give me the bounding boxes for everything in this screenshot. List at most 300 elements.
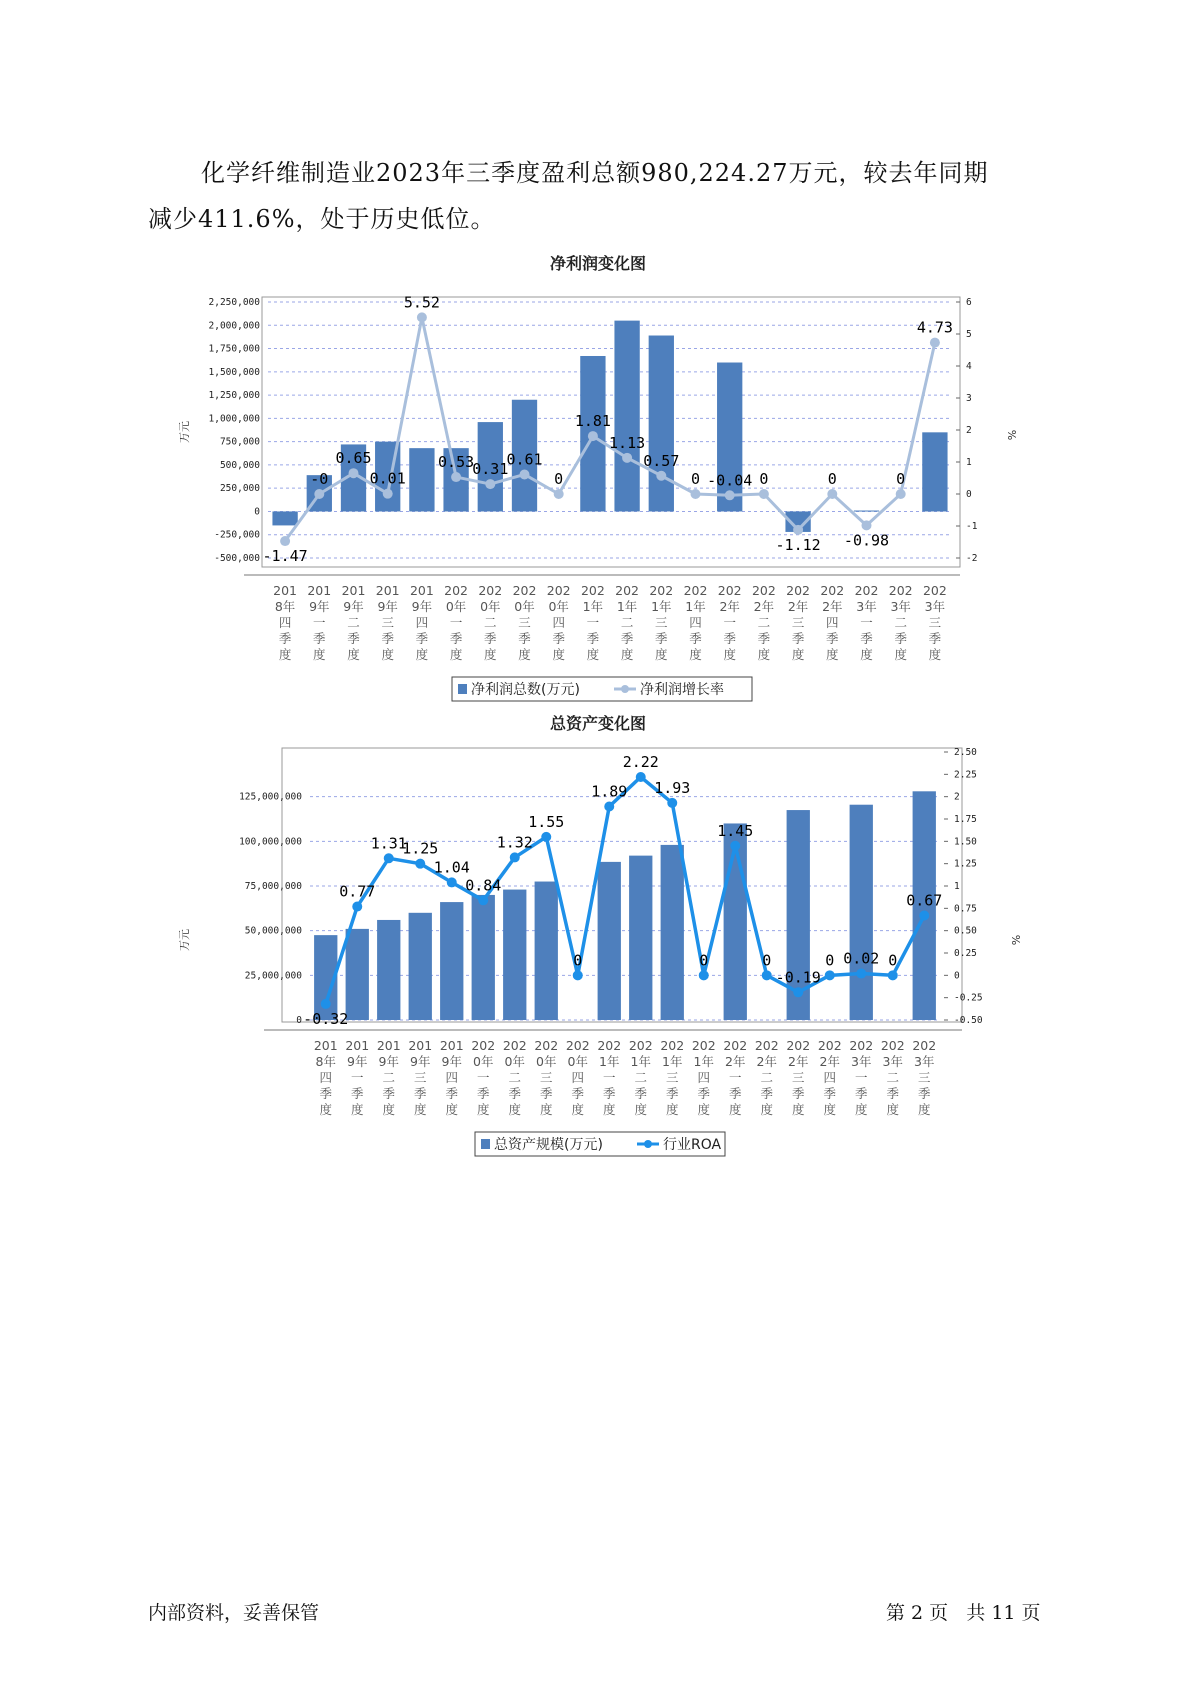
x-tick-label-part: 202	[751, 583, 776, 598]
x-tick-label-part: 度	[484, 647, 497, 662]
x-tick-label-part: 3年	[890, 599, 911, 614]
x-tick-label	[660, 1038, 684, 1117]
body-paragraph	[148, 150, 1048, 242]
data-label: -0.04	[707, 471, 753, 490]
x-tick-label-part: 度	[552, 647, 565, 662]
x-tick-label-part: 一	[602, 1070, 616, 1085]
x-tick-label-part: 季	[634, 1086, 648, 1101]
x-tick-label-part: 202	[854, 583, 879, 598]
data-label: 0	[573, 951, 583, 970]
x-tick-label-part: 季	[757, 631, 771, 646]
x-tick-label-part: 2年	[756, 1054, 777, 1069]
x-tick-label-part: 季	[791, 631, 805, 646]
y2-tick-label: 0.25	[954, 948, 977, 959]
x-tick-label	[513, 583, 537, 662]
x-tick-label-part: 度	[791, 647, 805, 662]
data-point	[447, 877, 457, 887]
legend-line-label: 行业ROA	[663, 1137, 722, 1153]
data-label: 0	[896, 470, 906, 488]
x-tick-label-part: 202	[880, 1038, 905, 1053]
data-label: 0	[827, 470, 837, 488]
y2-tick-label: 2	[966, 425, 972, 436]
data-label: 0.57	[643, 451, 680, 470]
x-tick-label-part: 度	[586, 647, 600, 662]
data-label: 0.31	[472, 460, 509, 479]
x-tick-label-part: 201	[409, 583, 434, 598]
x-tick-label-part: 季	[886, 1086, 900, 1101]
x-tick-label-part: 三	[791, 1070, 805, 1085]
y2-tick-label: 0	[966, 489, 972, 500]
x-tick-label	[912, 1038, 936, 1117]
x-tick-label-part: 度	[445, 1102, 459, 1117]
x-tick-label-part: 一	[350, 1070, 364, 1085]
x-tick-label	[478, 583, 502, 662]
x-tick-label-part: 季	[539, 1086, 553, 1101]
bar	[503, 890, 526, 1020]
y2-tick-label: -0.50	[954, 1015, 983, 1026]
x-tick-label	[307, 583, 331, 662]
legend-line-label: 净利润增长率	[640, 682, 724, 698]
data-point	[588, 431, 598, 441]
y-tick-label: 1,000,000	[208, 413, 260, 425]
x-tick-label-part: 季	[313, 631, 326, 646]
chart-title: 总资产变化图	[549, 714, 647, 733]
x-tick-label-part: 一	[586, 615, 600, 630]
y-tick-label: 250,000	[219, 483, 260, 495]
x-tick-label-part: 二	[760, 1070, 774, 1085]
data-label: 1.89	[591, 782, 628, 801]
y-tick-label: 125,000,000	[239, 791, 302, 803]
x-tick-label-part: 202	[580, 583, 605, 598]
x-tick-label	[881, 1038, 905, 1117]
x-tick-label-part: 一	[449, 615, 463, 630]
x-tick-label-part: 9年	[309, 599, 330, 614]
data-point	[636, 772, 646, 782]
data-label: 1.45	[717, 821, 754, 840]
x-tick-label-part: 度	[620, 647, 634, 662]
x-tick-label-part: 1年	[599, 1054, 620, 1069]
x-tick-label-part: 202	[512, 583, 537, 598]
x-tick-label-part: 0年	[473, 1054, 494, 1069]
data-label: 4.73	[916, 318, 953, 337]
x-tick-label-part: 9年	[410, 1054, 431, 1069]
x-tick-label-part: 季	[655, 631, 668, 646]
x-tick-label-part: 季	[620, 631, 634, 646]
data-point	[725, 490, 735, 500]
x-tick-label-part: 二	[508, 1070, 522, 1085]
x-tick-label-part: 季	[823, 1086, 837, 1101]
x-tick-label	[855, 583, 879, 662]
data-point	[699, 970, 709, 980]
x-tick-label-part: 一	[723, 615, 736, 630]
data-label: 0	[554, 470, 564, 488]
x-tick-label-part: 四	[697, 1070, 711, 1085]
bar	[409, 913, 432, 1020]
x-tick-label	[786, 1038, 810, 1117]
x-tick-label-part: 202	[820, 583, 845, 598]
x-tick-label-part: 三	[655, 615, 668, 630]
x-tick-label-part: 二	[886, 1070, 900, 1085]
x-tick-label-part: 季	[854, 1086, 868, 1101]
data-point	[417, 312, 427, 322]
x-tick-label-part: 季	[382, 1086, 396, 1101]
x-tick-label-part: 季	[484, 631, 497, 646]
x-tick-label-part: 202	[717, 583, 742, 598]
x-tick-label-part: 季	[518, 631, 531, 646]
y-tick-label: 0	[254, 506, 260, 518]
x-tick-label-part: 0年	[445, 599, 467, 614]
x-tick-label-part: 0年	[480, 599, 501, 614]
x-tick-label-part: 季	[723, 631, 736, 646]
x-tick-label-part: 度	[539, 1102, 553, 1117]
y-tick-label: 2,000,000	[208, 320, 260, 332]
data-point	[856, 969, 866, 979]
x-tick-label-part: 一	[860, 615, 873, 630]
x-tick-label	[718, 583, 742, 662]
x-tick-label-part: 202	[546, 583, 571, 598]
bar	[850, 805, 873, 1020]
x-tick-label-part: 季	[415, 631, 429, 646]
legend-bar-label: 净利润总数(万元)	[471, 682, 580, 698]
data-point	[622, 453, 632, 463]
x-tick-label-part: 一	[476, 1070, 490, 1085]
data-point	[827, 489, 837, 499]
y2-tick-label: 3	[966, 393, 972, 404]
data-point	[862, 520, 872, 530]
y-tick-label: 50,000,000	[244, 925, 302, 937]
x-tick-label-part: 度	[602, 1102, 616, 1117]
x-tick-label-part: 二	[634, 1070, 648, 1085]
x-tick-label-part: 度	[757, 647, 771, 662]
x-tick-label-part: 8年	[274, 599, 296, 614]
x-tick-label	[566, 1038, 590, 1117]
y2-tick-label: 1	[954, 881, 960, 892]
x-tick-label-part: 度	[350, 1102, 364, 1117]
y2-axis-label: %	[1009, 934, 1022, 946]
data-label: -1.12	[775, 535, 821, 554]
x-tick-label-part: 2年	[725, 1054, 746, 1069]
x-tick-label-part: 202	[471, 1038, 496, 1053]
x-tick-label-part: 度	[571, 1102, 585, 1117]
x-tick-label	[849, 1038, 873, 1117]
x-tick-label	[629, 1038, 653, 1117]
y-tick-label: 2,250,000	[208, 297, 260, 308]
x-tick-label	[377, 1038, 401, 1117]
x-tick-label-part: 202	[660, 1038, 685, 1053]
x-tick-label-part: 四	[445, 1070, 459, 1085]
x-tick-label-part: 一	[313, 615, 326, 630]
y2-tick-label: 0	[954, 970, 960, 982]
x-tick-label-part: 202	[649, 583, 674, 598]
x-tick-label-part: 季	[697, 1086, 711, 1101]
x-tick-label-part: 度	[634, 1102, 648, 1117]
data-point	[349, 468, 359, 478]
x-tick-label-part: 季	[413, 1086, 427, 1101]
x-tick-label-part: 0年	[548, 599, 569, 614]
bar	[614, 321, 639, 512]
data-label: 1.32	[496, 833, 533, 852]
x-tick-label-part: 季	[760, 1086, 774, 1101]
y2-tick-label: 0.50	[954, 925, 977, 937]
y2-tick-label: 5	[966, 329, 972, 340]
data-point	[667, 798, 677, 808]
data-point	[485, 479, 495, 489]
x-tick-label-part: 度	[655, 647, 668, 662]
x-tick-label-part: 202	[565, 1038, 590, 1053]
x-tick-label-part: 202	[502, 1038, 527, 1053]
x-tick-label	[410, 583, 434, 662]
x-tick-label-part: 2年	[787, 599, 809, 614]
x-tick-label-part: 202	[922, 583, 947, 598]
data-label: 1.31	[370, 834, 407, 853]
x-tick-label-part: 季	[728, 1086, 742, 1101]
x-tick-label-part: 季	[826, 631, 839, 646]
data-label: 0	[762, 951, 772, 970]
x-tick-label-part: 201	[313, 1038, 338, 1053]
x-tick-label	[818, 1038, 842, 1117]
data-point	[478, 895, 488, 905]
bar	[854, 511, 879, 512]
x-tick-label-part: 度	[826, 647, 839, 662]
data-label: 1.55	[528, 812, 565, 831]
data-point	[314, 489, 324, 499]
x-tick-label	[444, 583, 468, 662]
x-tick-label-part: 二	[620, 615, 634, 630]
data-label: -1.47	[262, 547, 308, 566]
x-tick-label	[615, 583, 639, 662]
bar	[661, 845, 684, 1020]
total-assets-chart-svg	[0, 700, 1191, 1153]
x-tick-label-part: 201	[375, 583, 400, 598]
legend-bar-label: 总资产规模(万元)	[494, 1137, 603, 1153]
x-tick-label-part: 度	[449, 647, 463, 662]
data-label: 0	[699, 951, 709, 970]
x-tick-label-part: 季	[508, 1086, 522, 1101]
y-axis-label: 万元	[178, 929, 191, 951]
x-tick-label-part: 9年	[377, 599, 398, 614]
data-label: 2.22	[622, 753, 659, 772]
x-tick-label	[820, 583, 844, 662]
x-tick-label-part: 202	[888, 583, 913, 598]
x-tick-label-part: 1年	[662, 1054, 683, 1069]
x-tick-label	[752, 583, 776, 662]
data-label: 5.52	[403, 293, 440, 312]
x-tick-label-part: 度	[518, 647, 531, 662]
x-tick-label	[889, 583, 913, 662]
x-tick-label	[342, 583, 366, 662]
y2-tick-label: 1	[966, 457, 972, 468]
data-label: 0	[690, 470, 701, 488]
data-point	[321, 999, 331, 1009]
x-tick-label-part: 季	[860, 631, 873, 646]
bar	[535, 882, 558, 1020]
bar	[649, 336, 674, 512]
x-tick-label-part: 四	[415, 615, 429, 630]
data-point	[573, 970, 583, 980]
data-label: -0.32	[303, 1009, 349, 1028]
x-tick-label-part: 1年	[582, 599, 604, 614]
x-tick-label-part: 季	[350, 1086, 364, 1101]
y2-tick-label: 1.75	[954, 814, 977, 825]
x-tick-label-part: 202	[786, 583, 811, 598]
y-tick-label: -500,000	[214, 553, 260, 564]
x-tick-label-part: 度	[665, 1102, 679, 1117]
x-tick-label	[581, 583, 605, 662]
x-tick-label-part: 201	[273, 583, 298, 598]
x-tick-label-part: 202	[817, 1038, 842, 1053]
net-profit-chart-svg	[0, 240, 1191, 698]
x-tick-label-part: 三	[928, 615, 942, 630]
x-tick-label-part: 一	[728, 1070, 742, 1085]
x-tick-label-part: 度	[854, 1102, 868, 1117]
y2-tick-label: 1.25	[954, 858, 977, 870]
x-tick-label-part: 202	[683, 583, 708, 598]
data-point	[415, 859, 425, 869]
plot-frame	[262, 297, 960, 567]
legend-bar-swatch	[458, 684, 467, 694]
x-tick-label-part: 三	[917, 1070, 931, 1085]
paragraph-line-1: 化学纤维制造业2023年三季度盈利总额980,224.27万元，较去年同期	[201, 159, 989, 187]
data-point	[656, 471, 666, 481]
x-tick-label-part: 四	[552, 615, 565, 630]
x-tick-label-part: 9年	[411, 599, 433, 614]
x-tick-label-part: 1年	[693, 1054, 714, 1069]
x-tick-label-part: 度	[697, 1102, 711, 1117]
x-tick-label-part: 季	[347, 631, 360, 646]
x-tick-label-part: 202	[754, 1038, 779, 1053]
x-tick-label-part: 三	[665, 1070, 679, 1085]
data-point	[930, 338, 940, 348]
x-tick-label-part: 0年	[536, 1054, 557, 1069]
data-label: -0.19	[775, 968, 821, 987]
data-point	[384, 853, 394, 863]
x-tick-label-part: 四	[571, 1070, 585, 1085]
y2-tick-label: 2.25	[954, 769, 977, 781]
x-tick-label-part: 202	[691, 1038, 716, 1053]
y2-tick-label: 2	[954, 791, 960, 803]
x-tick-label-part: 季	[689, 631, 702, 646]
data-label: 1.25	[402, 839, 439, 858]
data-point	[352, 902, 362, 912]
y2-tick-label: 6	[966, 297, 972, 308]
x-tick-label-part: 二	[894, 615, 907, 630]
y2-tick-label: 1.50	[954, 836, 977, 848]
x-tick-label-part: 202	[615, 583, 640, 598]
x-tick-label	[923, 583, 947, 662]
x-tick-label-part: 2年	[819, 1054, 840, 1069]
data-point	[759, 489, 769, 499]
y-tick-label: 750,000	[219, 436, 260, 448]
x-tick-label-part: 2年	[788, 1054, 809, 1069]
data-point	[510, 852, 520, 862]
x-tick-label-part: 1年	[616, 599, 638, 614]
x-tick-label-part: 2年	[822, 599, 843, 614]
data-label: 0.01	[369, 469, 406, 488]
data-label: 0	[888, 951, 898, 970]
y-tick-label: 100,000,000	[239, 836, 302, 848]
x-tick-label-part: 季	[586, 631, 600, 646]
x-tick-label-part: 四	[278, 615, 292, 630]
x-tick-label	[755, 1038, 779, 1117]
x-tick-label-part: 度	[791, 1102, 805, 1117]
x-tick-label-part: 季	[791, 1086, 805, 1101]
x-tick-label-part: 3年	[882, 1054, 903, 1069]
x-tick-label	[440, 1038, 464, 1117]
x-tick-label-part: 一	[854, 1070, 868, 1085]
footer-page-number: 第 2 页 共 11 页	[886, 1602, 1041, 1624]
x-tick-label	[692, 1038, 716, 1117]
x-tick-label	[723, 1038, 747, 1117]
x-tick-label	[314, 1038, 338, 1117]
x-tick-label-part: 度	[823, 1102, 837, 1117]
bar	[598, 862, 621, 1020]
data-label: 0.84	[465, 876, 502, 895]
data-label: 1.81	[574, 412, 611, 431]
data-label: 0	[759, 470, 769, 488]
x-tick-label-part: 201	[376, 1038, 401, 1053]
data-point	[691, 489, 701, 499]
x-tick-label-part: 202	[849, 1038, 874, 1053]
data-label: 1.04	[433, 858, 470, 877]
data-label: -0.98	[843, 531, 890, 550]
data-label: 0.02	[843, 949, 880, 968]
x-tick-label-part: 度	[413, 1102, 427, 1117]
y2-tick-label: -2	[966, 553, 978, 564]
x-tick-label-part: 3年	[856, 599, 877, 614]
x-tick-label-part: 季	[449, 631, 463, 646]
x-tick-label	[503, 1038, 527, 1117]
y2-tick-label: -1	[966, 521, 978, 532]
x-tick-label-part: 度	[476, 1102, 490, 1117]
x-tick-label-part: 2年	[719, 599, 740, 614]
data-point	[280, 536, 290, 546]
x-tick-label	[408, 1038, 432, 1117]
y-tick-label: 25,000,000	[244, 970, 302, 982]
data-label: 0	[825, 951, 835, 970]
x-tick-label	[547, 583, 571, 662]
x-tick-label-part: 季	[917, 1086, 931, 1101]
x-tick-label-part: 度	[278, 647, 292, 662]
data-label: -0	[310, 470, 329, 488]
x-tick-label-part: 度	[347, 647, 360, 662]
y-tick-label: -250,000	[214, 529, 260, 541]
x-tick-label-part: 度	[415, 647, 429, 662]
x-tick-label-part: 度	[381, 647, 394, 662]
bar	[922, 432, 947, 511]
data-point	[541, 832, 551, 842]
x-tick-label-part: 度	[319, 1102, 333, 1117]
x-tick-label-part: 二	[484, 615, 497, 630]
x-tick-label-part: 202	[444, 583, 469, 598]
x-tick-label-part: 四	[319, 1070, 333, 1085]
x-tick-label-part: 四	[826, 615, 839, 630]
data-point	[762, 970, 772, 980]
net-profit-chart	[0, 240, 1191, 698]
x-tick-label-part: 三	[518, 615, 531, 630]
x-tick-label-part: 2年	[753, 599, 775, 614]
x-tick-label-part: 季	[381, 631, 394, 646]
y-tick-label: 0	[296, 1015, 302, 1026]
x-tick-label-part: 季	[602, 1086, 616, 1101]
x-tick-label-part: 度	[886, 1102, 900, 1117]
data-label: 0.65	[335, 449, 372, 468]
x-tick-label-part: 201	[307, 583, 332, 598]
x-tick-label-part: 0年	[514, 599, 535, 614]
data-point	[383, 489, 393, 499]
data-label: 1.93	[654, 778, 691, 797]
legend-line-marker	[644, 1140, 652, 1148]
data-label: 0.67	[906, 891, 943, 910]
